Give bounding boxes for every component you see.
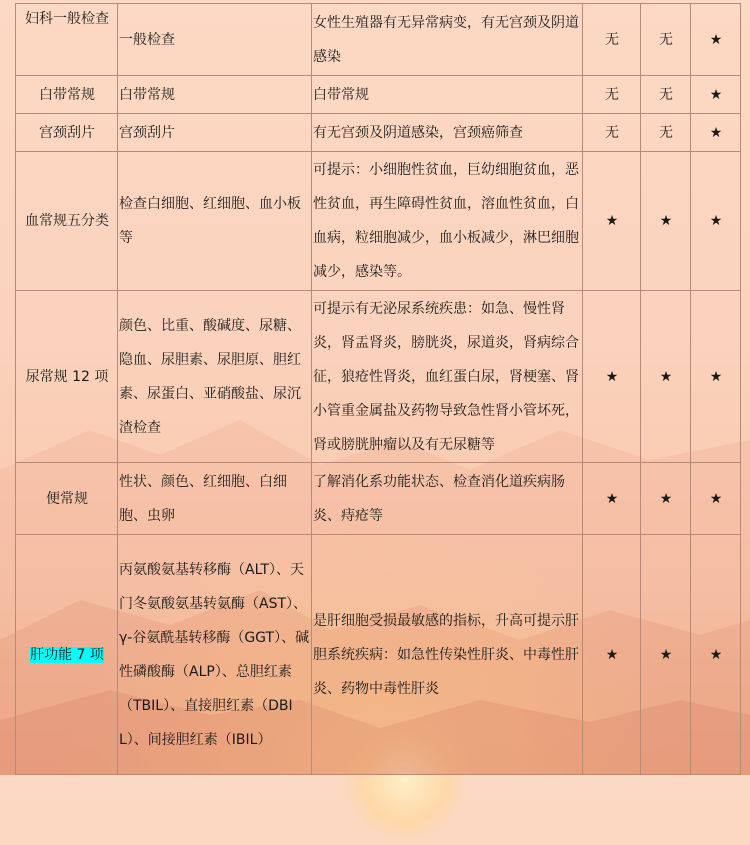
table-row — [16, 76, 741, 114]
item-meaning: 可提示：小细胞性贫血，巨幼细胞贫血，恶性贫血，再生障碍性贫血，溶血性贫血，白血病，粒细胞减少，血小板减少，淋巴细胞减少，感染等。 — [312, 152, 583, 291]
package-2-cell: 无 — [641, 76, 691, 114]
package-3-cell: ★ — [691, 535, 741, 775]
package-2-cell: 无 — [641, 114, 691, 152]
package-2-cell: 无 — [641, 4, 691, 76]
package-3-cell: ★ — [691, 76, 741, 114]
item-name: 尿常规 12 项 — [16, 291, 118, 463]
item-name: 白带常规 — [16, 76, 118, 114]
item-content: 检查白细胞、红细胞、血小板等 — [118, 152, 312, 291]
item-name: 妇科一般检查 — [16, 4, 118, 76]
table-row — [16, 291, 741, 463]
exam-items-table — [15, 3, 741, 775]
item-content: 白带常规 — [118, 76, 312, 114]
package-2-cell: ★ — [641, 463, 691, 535]
package-2-cell: ★ — [641, 535, 691, 775]
table-row — [16, 535, 741, 775]
item-content: 颜色、比重、酸碱度、尿糖、隐血、尿胆素、尿胆原、胆红素、尿蛋白、亚硝酸盐、尿沉渣检查 — [118, 291, 312, 463]
package-3-cell: ★ — [691, 291, 741, 463]
package-1-cell: ★ — [583, 152, 641, 291]
package-3-cell: ★ — [691, 463, 741, 535]
package-1-cell: ★ — [583, 463, 641, 535]
table-row — [16, 463, 741, 535]
package-1-cell: ★ — [583, 535, 641, 775]
package-1-cell: ★ — [583, 291, 641, 463]
table-row — [16, 152, 741, 291]
package-3-cell: ★ — [691, 114, 741, 152]
package-1-cell: 无 — [583, 4, 641, 76]
item-meaning: 是肝细胞受损最敏感的指标，升高可提示肝胆系统疾病：如急性传染性肝炎、中毒性肝炎、药物中毒性肝炎 — [312, 535, 583, 775]
item-meaning: 女性生殖器有无异常病变，有无宫颈及阴道感染 — [312, 4, 583, 76]
item-content: 宫颈刮片 — [118, 114, 312, 152]
item-name — [16, 535, 118, 775]
item-content: 一般检查 — [118, 4, 312, 76]
item-meaning: 有无宫颈及阴道感染，宫颈癌筛查 — [312, 114, 583, 152]
package-2-cell: ★ — [641, 152, 691, 291]
package-1-cell: 无 — [583, 114, 641, 152]
item-name: 便常规 — [16, 463, 118, 535]
item-name: 宫颈刮片 — [16, 114, 118, 152]
package-2-cell: ★ — [641, 291, 691, 463]
table-row — [16, 4, 741, 76]
package-3-cell: ★ — [691, 152, 741, 291]
package-1-cell: 无 — [583, 76, 641, 114]
item-meaning: 可提示有无泌尿系统疾患：如急、慢性肾炎，肾盂肾炎，膀胱炎，尿道炎，肾病综合征，狼疮性肾炎，血红蛋白尿，肾梗塞、肾小管重金属盐及药物导致急性肾小管坏死，肾或膀胱肿瘤以及有无尿糖等 — [312, 291, 583, 463]
package-3-cell: ★ — [691, 4, 741, 76]
item-name: 血常规五分类 — [16, 152, 118, 291]
table-row — [16, 114, 741, 152]
item-content: 性状、颜色、红细胞、白细胞、虫卵 — [118, 463, 312, 535]
highlighted-item-name: 肝功能 7 项 — [30, 646, 104, 663]
item-meaning: 了解消化系功能状态、检查消化道疾病肠炎、痔疮等 — [312, 463, 583, 535]
item-meaning: 白带常规 — [312, 76, 583, 114]
item-content: 丙氨酸氨基转移酶（ALT）、天门冬氨酸氨基转氨酶（AST）、γ-谷氨酰基转移酶（GGT）、碱性磷酸酶（ALP）、总胆红素（TBIL）、直接胆红素（DBIL）、间接胆红素（IBIL） — [118, 535, 312, 775]
